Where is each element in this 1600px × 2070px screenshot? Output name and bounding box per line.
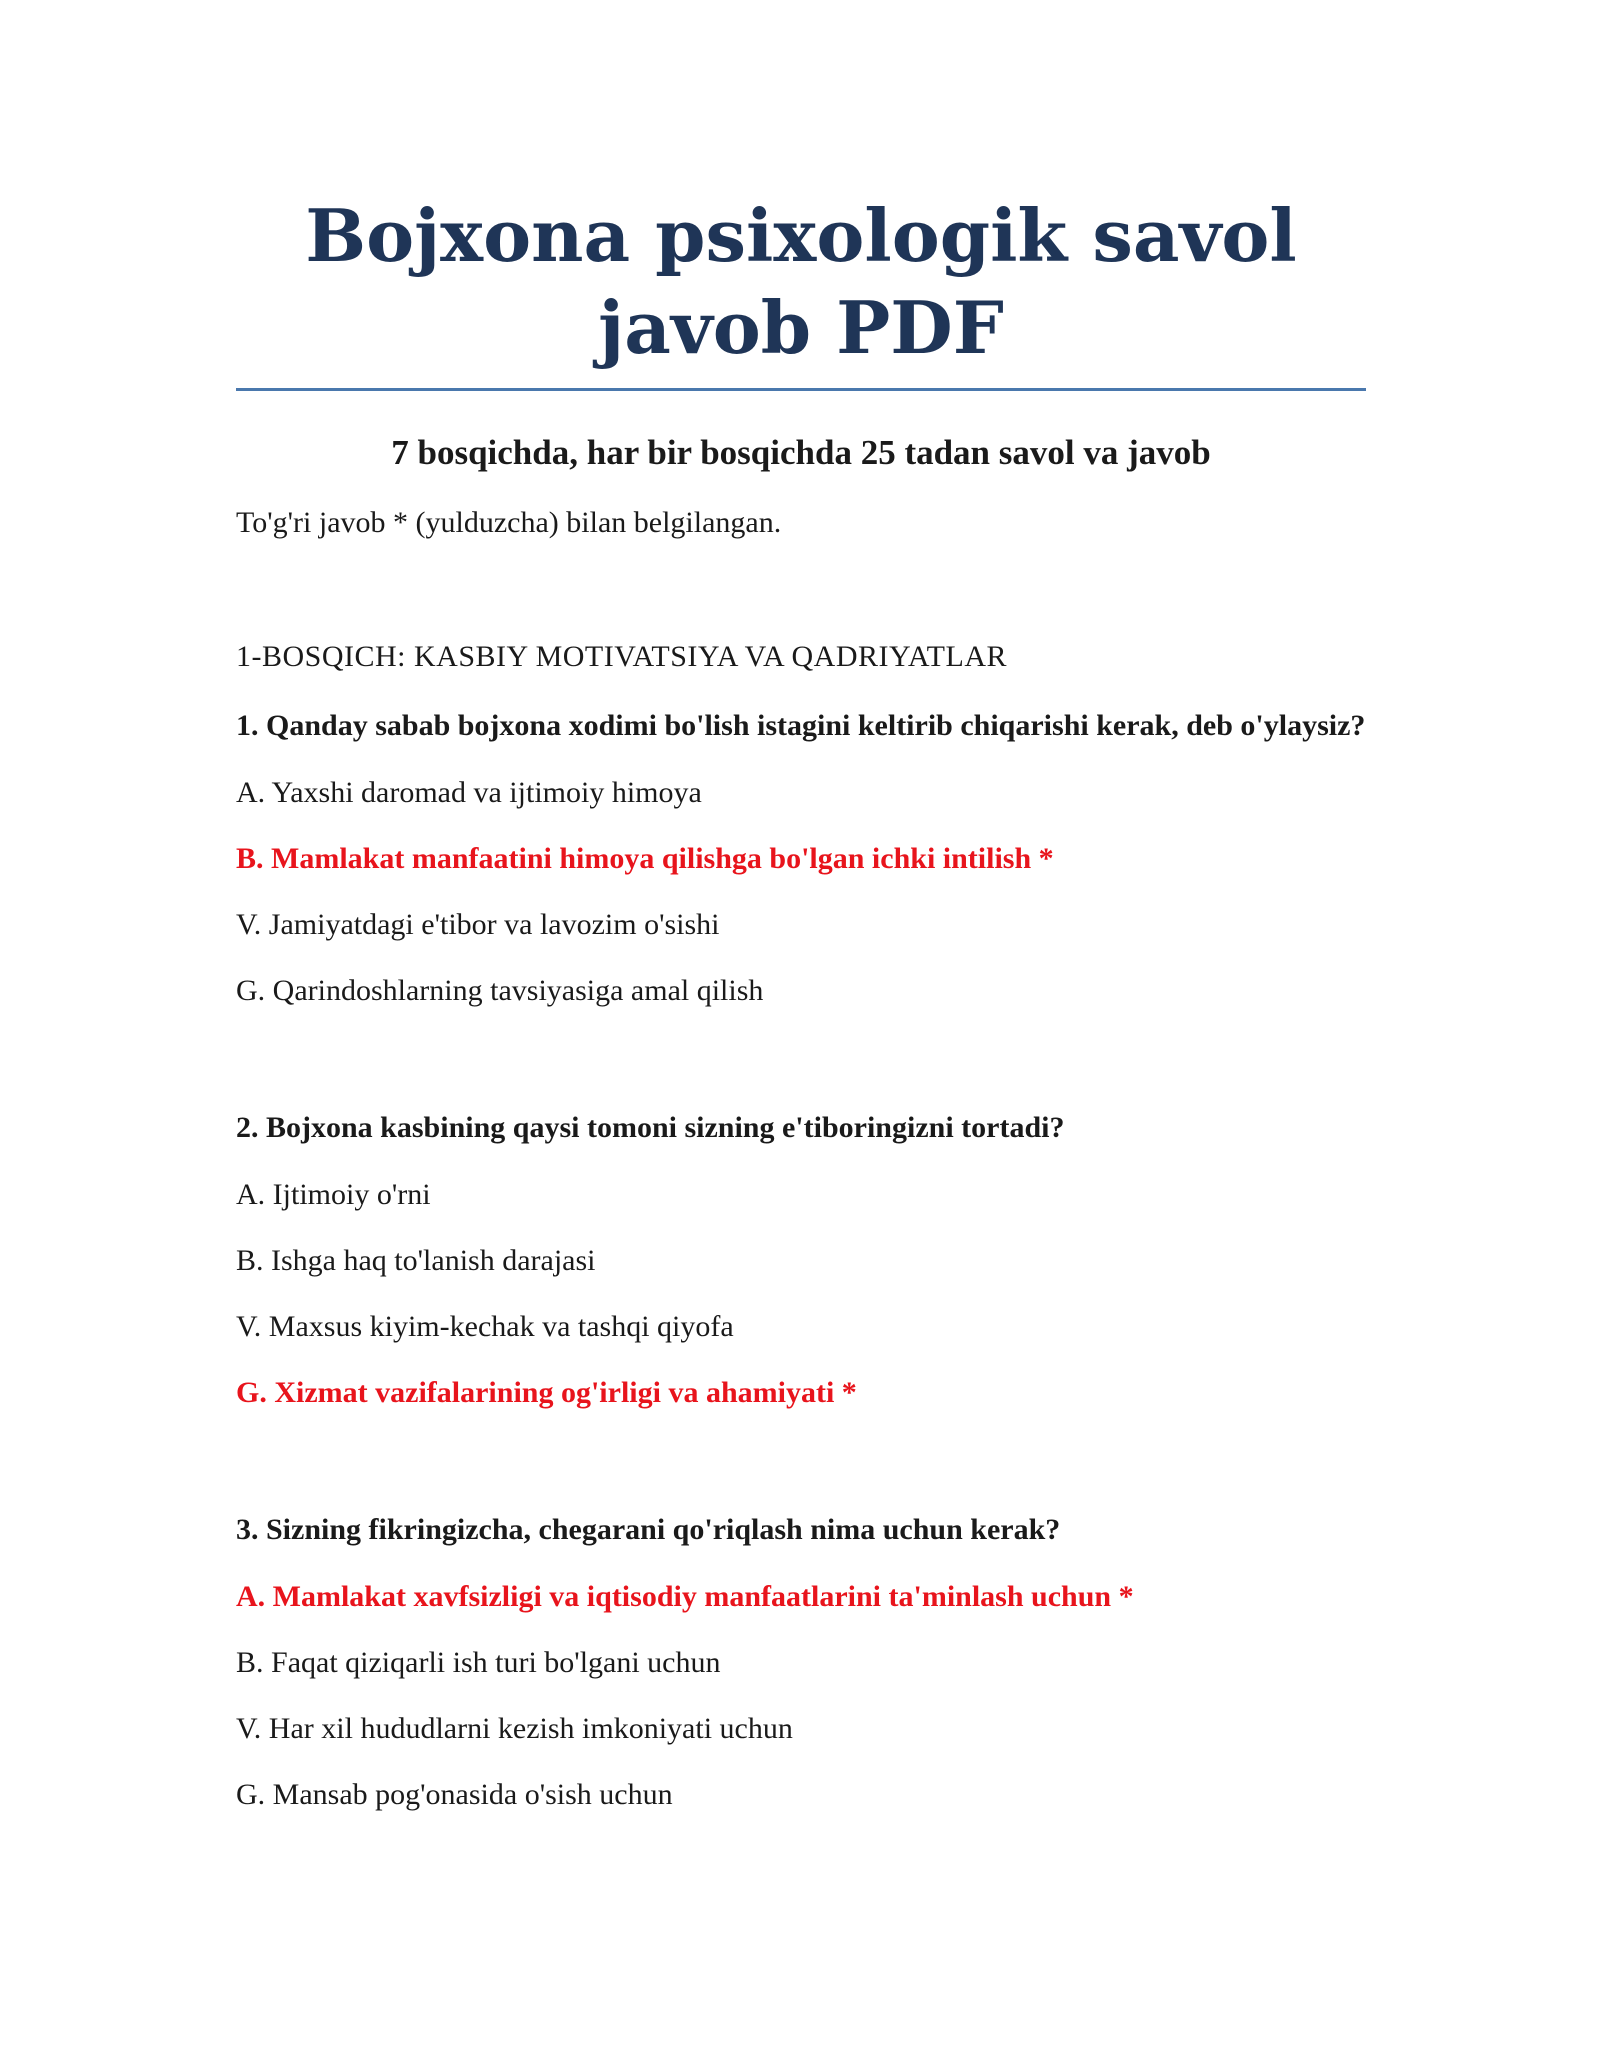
question-text: 3. Sizning fikringizcha, chegarani qo'riqlash nima uchun kerak? <box>236 1513 1061 1546</box>
answer-option-correct: G. Xizmat vazifalarining og'irligi va ahamiyati * <box>236 1376 857 1409</box>
answer-option: B. Ishga haq to'lanish darajasi <box>236 1244 596 1277</box>
answer-option: V. Har xil hududlarni kezish imkoniyati uchun <box>236 1712 793 1745</box>
document-title: Bojxona psixologik savol javob PDF <box>305 193 1297 370</box>
title-divider <box>236 388 1366 391</box>
question-block-1 <box>236 705 1366 1011</box>
answer-key-note: To'g'ri javob * (yulduzcha) bilan belgilangan. <box>236 506 782 539</box>
question-text: 1. Qanday sabab bojxona xodimi bo'lish istagini keltirib chiqarishi kerak, deb o'ylaysiz? <box>236 709 1366 742</box>
answer-option: B. Faqat qiziqarli ish turi bo'lgani uchun <box>236 1646 721 1679</box>
answer-option-correct: A. Mamlakat xavfsizligi va iqtisodiy manfaatlarini ta'minlash uchun * <box>236 1580 1134 1613</box>
section-heading: 1-BOSQICH: KASBIY MOTIVATSIYA VA QADRIYATLAR <box>236 640 1007 673</box>
answer-option-correct: B. Mamlakat manfaatini himoya qilishga bo'lgan ichki intilish * <box>236 842 1054 875</box>
answer-option: A. Ijtimoiy o'rni <box>236 1178 431 1211</box>
answer-option: V. Maxsus kiyim-kechak va tashqi qiyofa <box>236 1310 734 1343</box>
question-text: 2. Bojxona kasbining qaysi tomoni sizning e'tiboringizni tortadi? <box>236 1111 1065 1144</box>
answer-option: G. Mansab pog'onasida o'sish uchun <box>236 1778 673 1811</box>
answer-option: G. Qarindoshlarning tavsiyasiga amal qilish <box>236 974 764 1007</box>
answer-option: V. Jamiyatdagi e'tibor va lavozim o'sishi <box>236 908 720 941</box>
document-subtitle: 7 bosqichda, har bir bosqichda 25 tadan savol va javob <box>391 433 1211 472</box>
question-block-2 <box>236 1107 1366 1413</box>
document-content <box>236 190 1366 1815</box>
answer-option: A. Yaxshi daromad va ijtimoiy himoya <box>236 776 702 809</box>
question-block-3 <box>236 1509 1366 1815</box>
